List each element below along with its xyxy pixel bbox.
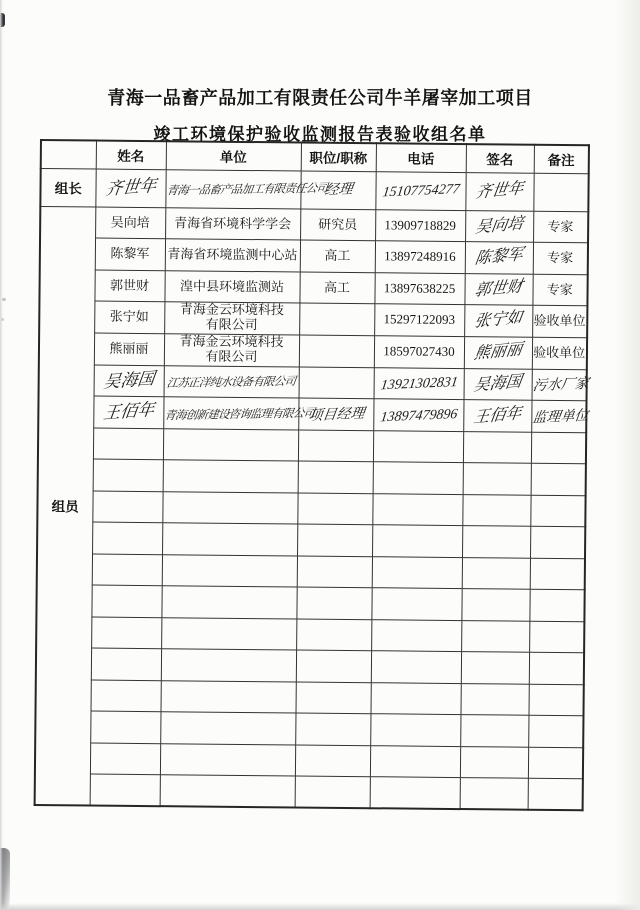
cell-phone [373,399,463,431]
empty-cell [461,620,529,652]
empty-table-row [36,616,584,653]
empty-cell [91,680,161,712]
cell-signature [464,305,532,338]
empty-cell [297,493,372,525]
unit-text: 青海省环境科学学会 [174,215,292,232]
phone-text: 13897638225 [383,280,456,296]
empty-cell [91,648,161,680]
note-text: 专家 [547,250,574,266]
cell-note [532,305,587,337]
empty-cell [161,649,296,682]
empty-cell [462,494,530,526]
header-signature: 签名 [466,144,534,173]
empty-cell [93,459,163,491]
cell-unit [164,302,299,335]
empty-cell [297,524,372,556]
empty-table-row [38,427,586,464]
phone-handwriting: 13897479896 [378,406,458,425]
cell-position [299,303,374,336]
signature-handwriting: 郭世财 [473,277,524,300]
signature-handwriting: 王佰年 [472,404,523,427]
position-text: 研究员 [318,216,358,232]
table-body [35,168,589,811]
cell-position [300,209,375,241]
cell-signature [463,400,531,432]
name-handwriting: 齐世年 [103,175,158,199]
empty-table-row [36,679,584,716]
empty-table-row [36,585,584,622]
cell-note [530,401,589,433]
empty-cell [92,491,162,523]
empty-cell [530,495,585,527]
cell-phone [375,171,465,210]
table-row [39,301,587,338]
empty-cell [463,463,531,495]
scan-artifact [0,903,640,910]
empty-cell [528,779,583,811]
name-handwriting: 吴海国 [101,368,156,392]
cell-position [299,367,374,399]
cell-signature [464,273,532,305]
cell-unit [164,366,299,399]
empty-cell [528,747,583,779]
empty-cell [162,492,297,525]
empty-cell [530,558,585,590]
document-title-line1: 青海一品畜产品加工有限责任公司牛羊屠宰加工项目 [107,88,533,108]
empty-cell [531,432,586,464]
empty-cell [92,522,162,554]
cell-name [95,238,165,270]
cell-name [94,365,164,397]
cell-unit [165,239,300,272]
empty-cell [531,464,586,496]
cell-signature [464,368,532,400]
empty-cell [298,430,373,462]
empty-cell [463,431,531,463]
signature-handwriting: 张宁如 [473,309,524,332]
cell-unit [164,334,299,367]
note-text: 验收单位 [533,313,586,329]
empty-cell [160,712,295,745]
empty-cell [529,653,584,685]
empty-cell [297,556,372,588]
empty-cell [528,716,583,748]
unit-text: 青海金云环境科技 有限公司 [179,301,284,333]
table-row [39,332,587,369]
empty-cell [373,431,463,463]
empty-table-row [37,490,585,527]
phone-handwriting: 15107754277 [381,181,461,201]
empty-cell [296,650,371,682]
cell-name [94,270,164,302]
cell-note [531,369,590,401]
empty-cell [460,778,528,810]
empty-cell [530,527,585,559]
header-unit: 单位 [166,141,301,170]
empty-table-row [35,742,583,779]
cell-name [95,169,165,208]
empty-cell [370,746,460,778]
empty-cell [90,743,160,775]
unit-text: 青海金云环境科技 有限公司 [179,333,284,364]
cell-name [94,333,164,366]
cell-phone [374,272,464,304]
cell-note [532,274,587,306]
empty-cell [295,713,370,745]
empty-table-row [38,459,586,496]
empty-cell [461,652,529,684]
empty-table-row [37,522,585,559]
note-text: 验收单位 [533,345,586,361]
empty-cell [460,715,528,747]
position-handwriting: 项目经理 [306,406,365,424]
table-row [39,269,587,306]
empty-table-row [36,648,584,685]
empty-cell [529,621,584,653]
cell-note [532,337,587,369]
cell-signature [464,337,532,370]
row-group-label: 组员 [35,206,96,806]
table-row [39,364,587,401]
header-position-title: 职位/职称 [301,143,376,172]
document-title-line2: 竣工环境保护验收监测报告表验收组名单 [153,125,487,144]
position-text: 高工 [324,279,351,295]
signature-handwriting: 熊丽丽 [472,341,524,364]
name-text: 郭世财 [110,277,150,293]
empty-table-row [35,711,583,748]
empty-cell [91,617,161,649]
name-text: 吴向培 [110,214,150,230]
empty-cell [373,462,463,494]
cell-unit [165,207,300,240]
name-handwriting: 王佰年 [101,399,156,424]
empty-cell [370,777,460,809]
empty-cell [372,525,462,557]
row-group-label: 组长 [40,168,95,207]
table-row [40,238,588,275]
note-handwriting: 监理单位 [530,408,589,426]
signature-handwriting: 陈黎军 [473,246,525,269]
cell-phone [375,209,465,241]
empty-cell [90,711,160,743]
empty-cell [91,585,161,617]
empty-cell [372,557,462,589]
cell-note [533,211,588,243]
empty-cell [295,776,370,808]
table-row [40,168,588,211]
empty-cell [160,744,295,777]
empty-cell [462,526,530,558]
cell-phone [374,304,464,337]
empty-cell [372,494,462,526]
cell-signature [465,210,533,242]
roster-table [34,139,590,812]
empty-cell [371,651,461,683]
signature-handwriting: 吴向培 [474,214,525,237]
cell-phone [374,368,464,400]
empty-cell [460,683,528,715]
note-text: 专家 [547,218,574,234]
cell-phone [374,336,464,369]
unit-text: 湟中县环境监测站 [180,278,285,295]
empty-cell [162,555,297,588]
table-row [38,396,586,433]
empty-cell [371,620,461,652]
empty-cell [161,586,296,619]
signature-handwriting: 齐世年 [474,179,525,202]
empty-cell [460,746,528,778]
empty-cell [296,587,371,619]
phone-text: 13909718829 [384,217,457,233]
name-text: 陈黎军 [110,245,150,262]
cell-signature [465,242,533,274]
cell-note [533,173,588,212]
empty-cell [93,428,163,460]
empty-cell [295,745,370,777]
empty-cell [90,774,160,806]
cell-name [94,301,164,334]
empty-table-row [37,553,585,590]
empty-cell [462,557,530,589]
phone-text: 13897248916 [384,248,456,265]
header-name: 姓名 [96,141,166,170]
empty-cell [161,681,296,714]
phone-text: 15297122093 [383,311,456,328]
cell-unit [163,397,315,430]
empty-cell [163,429,298,462]
cell-position [298,398,373,430]
cell-name [93,396,163,428]
phone-handwriting: 13921302831 [379,375,459,394]
empty-cell [528,684,583,716]
note-text: 专家 [546,281,573,297]
empty-cell [298,461,373,493]
cell-phone [375,241,465,273]
name-text: 熊丽丽 [109,341,149,357]
position-handwriting: 经理 [323,182,354,199]
empty-cell [161,618,296,651]
empty-cell [370,714,460,746]
empty-cell [295,682,370,714]
header-phone: 电话 [376,143,466,172]
empty-cell [529,590,584,622]
empty-cell [461,589,529,621]
corner-cell [41,140,96,169]
empty-cell [160,775,295,808]
empty-table-row [35,774,583,811]
roster-table-wrap [34,139,588,812]
empty-cell [163,460,298,493]
position-text: 高工 [324,247,351,264]
phone-text: 18597027430 [383,343,455,360]
cell-position [300,240,375,272]
cell-name [95,207,165,239]
cell-unit [165,169,328,208]
note-handwriting: 污水厂家 [531,376,590,395]
header-note: 备注 [534,145,589,174]
cell-signature [465,172,533,211]
unit-handwriting: 青海一品畜产品加工有限责任公司 [165,182,328,198]
name-text: 张宁如 [109,309,149,325]
empty-cell [92,554,162,586]
cell-position [299,335,374,368]
table-row [40,206,588,243]
signature-handwriting: 吴海国 [472,373,523,395]
cell-position [299,271,374,303]
unit-handwriting: 青海创新建设咨询监理有限公司 [163,407,315,422]
empty-cell [371,588,461,620]
empty-cell [162,523,297,556]
unit-handwriting: 江苏正洋纯水设备有限公司 [166,375,297,391]
unit-text: 青海省环境监测中心站 [167,246,298,263]
empty-cell [296,619,371,651]
cell-note [533,242,588,274]
empty-cell [370,683,460,715]
cell-unit [164,270,299,303]
